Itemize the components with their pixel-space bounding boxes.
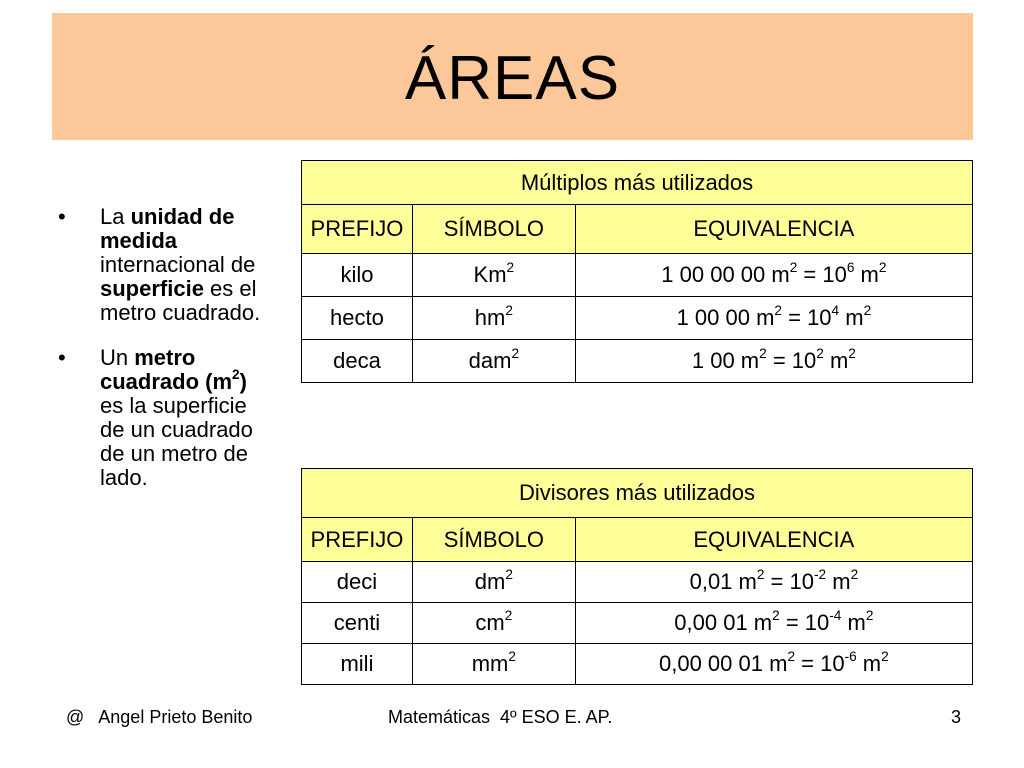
column-header: PREFIJO: [302, 518, 413, 562]
equivalence-cell: 1 00 $m^2 = 10^2$ $m^2$: [575, 340, 972, 383]
table-row: [302, 340, 973, 383]
footer-course: Matemáticas 4º ESO E. AP.: [388, 707, 613, 727]
footer-author: @ Angel Prieto Benito: [66, 707, 253, 727]
symbol-cell: Km$^2$: [412, 254, 575, 297]
column-header: PREFIJO: [302, 205, 413, 254]
bullet-text: Un metro cuadrado $(m^2)$ es la superficie de un cuadrado de un metro de lado.: [100, 345, 253, 490]
column-header: EQUIVALENCIA: [575, 518, 972, 562]
table-row: [302, 644, 973, 685]
column-header: EQUIVALENCIA: [575, 205, 972, 254]
symbol-cell: $cm^2$: [412, 603, 575, 644]
footer-page-number: 3: [951, 707, 962, 727]
bullet-item: [58, 346, 273, 490]
prefix-cell: hecto: [302, 297, 413, 340]
title-bar: [52, 13, 973, 140]
symbol-cell: $mm^2$: [412, 644, 575, 685]
bullet-text: La unidad de medida internacional de superficie es el metro cuadrado.: [100, 204, 261, 325]
equivalence-cell: 1 00 00 $m^2 = 10^4$ $m^2$: [575, 297, 972, 340]
multiples-table: [301, 160, 973, 383]
column-header: SÍMBOLO: [412, 518, 575, 562]
table-row: [302, 254, 973, 297]
equivalence-cell: 0,01 $m^2 = 10^{-2}$ $m^2$: [575, 562, 972, 603]
divisors-table: [301, 468, 973, 685]
bullet-item: [58, 205, 273, 325]
equivalence-cell: 1 00 00 00 $m^2 = 10^6$ $m^2$: [575, 254, 972, 297]
equivalence-cell: 0,00 00 01 $m^2 = 10^{-6}$ $m^2$: [575, 644, 972, 685]
bullet-icon: •: [58, 204, 66, 229]
equivalence-cell: 0,00 01 $m^2 = 10^{-4}$ $m^2$: [575, 603, 972, 644]
table-row: [302, 297, 973, 340]
prefix-cell: kilo: [302, 254, 413, 297]
bullet-list: [58, 205, 273, 511]
prefix-cell: mili: [302, 644, 413, 685]
bullet-icon: •: [58, 345, 66, 370]
table-row: [302, 603, 973, 644]
slide-title: ÁREAS: [404, 44, 621, 113]
column-header: SÍMBOLO: [412, 205, 575, 254]
table-caption: Divisores más utilizados: [302, 469, 973, 518]
table-caption: Múltiplos más utilizados: [302, 161, 973, 205]
symbol-cell: $dm^2$: [412, 562, 575, 603]
symbol-cell: $hm^2$: [412, 297, 575, 340]
prefix-cell: deci: [302, 562, 413, 603]
table-row: [302, 562, 973, 603]
prefix-cell: centi: [302, 603, 413, 644]
prefix-cell: deca: [302, 340, 413, 383]
symbol-cell: dam$^2$: [412, 340, 575, 383]
